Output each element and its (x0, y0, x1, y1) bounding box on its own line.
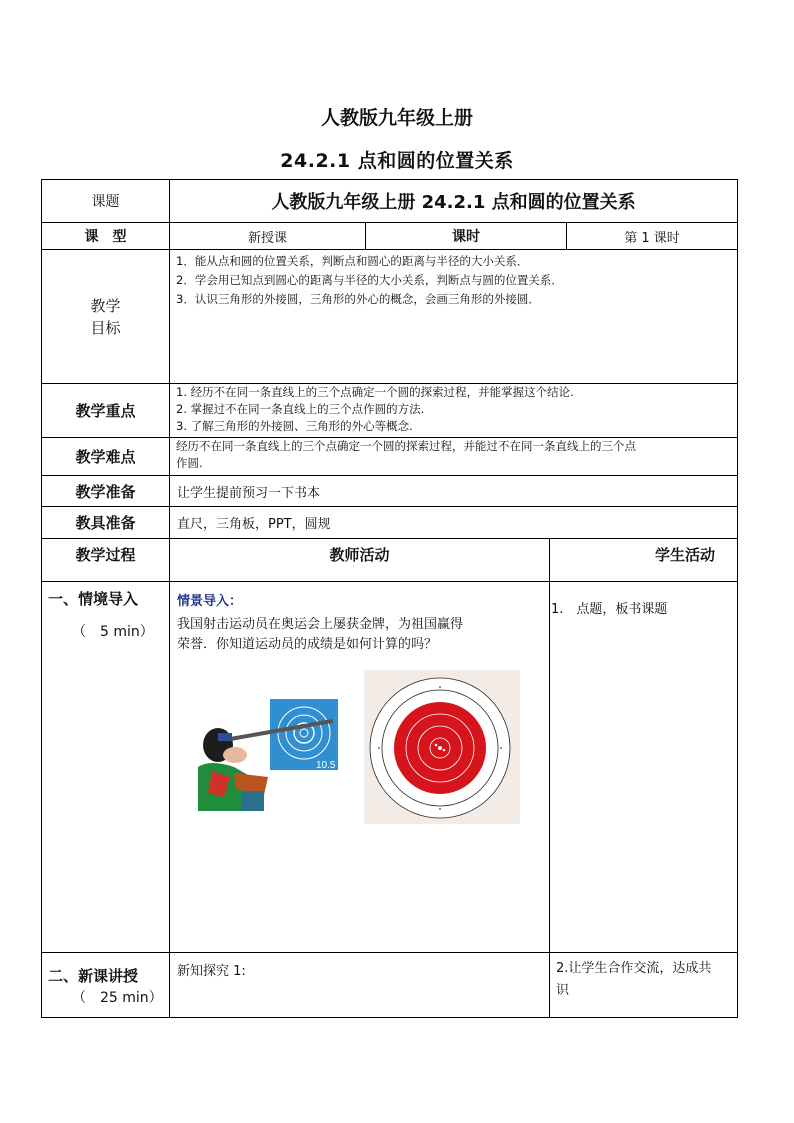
goal-item: 1．能从点和圆的位置关系，判断点和圆心的距离与半径的大小关系． (176, 254, 529, 268)
key-points-list (176, 384, 736, 435)
scene-intro-line: 我国射击运动员在奥运会上屡获金牌，为祖国赢得 (177, 617, 464, 632)
page-subtitle: 24.2.1 点和圆的位置关系 (280, 150, 514, 172)
section2-label: 二、新课讲授 (48, 967, 139, 985)
difficulty-line: 经历不在同一条直线上的三个点确定一个圆的探索过程，并能过不在同一条直线上的三个点 (176, 439, 636, 453)
goals-label (42, 250, 169, 383)
key-points-label: 教学重点 (75, 402, 136, 420)
prep-value: 让学生提前预习一下书本 (177, 485, 321, 501)
shooter-image (190, 697, 342, 815)
goals-list (176, 252, 736, 309)
section2-teacher: 新知探究 1: (177, 964, 246, 979)
goals-label-line1: 教学 (90, 296, 121, 315)
goals-label-line2: 目标 (90, 318, 121, 337)
goal-item: 2．学会用已知点到圆心的距离与半径的大小关系，判断点与圆的位置关系． (176, 273, 563, 287)
student-activity-header: 学生活动 (654, 545, 715, 564)
table-border (737, 179, 738, 1018)
section2-student-line: 2.让学生合作交流，达成共 (556, 961, 712, 976)
scene-intro-text (177, 615, 463, 655)
prep-label: 教学准备 (75, 482, 136, 501)
key-point-item: 1. 经历不在同一条直线上的三个点确定一个圆的探索过程，并能掌握这个结论. (176, 385, 574, 399)
row-divider (41, 952, 738, 953)
type-label: 课 型 (84, 229, 127, 245)
table-border (41, 1017, 738, 1018)
difficulty-label: 教学难点 (75, 448, 136, 466)
col-divider (169, 179, 170, 1018)
section2-time: （ 25 min） (72, 990, 163, 1006)
page-title: 人教版九年级上册 (320, 107, 473, 129)
scene-intro-heading: 情景导入： (177, 594, 243, 609)
teacher-activity-header: 教师活动 (329, 545, 390, 564)
section2-student-line: 识 (556, 983, 570, 998)
section2-student (556, 958, 711, 1002)
section1-time: （ 5 min） (72, 624, 154, 640)
process-label: 教学过程 (75, 545, 136, 564)
period-value: 第 1 课时 (624, 230, 680, 246)
topic-value: 人教版九年级上册 24.2.1 点和圆的位置关系 (271, 192, 636, 213)
score-label: 10.5 (316, 760, 336, 771)
student-activity-1: 1. 点题，板书课题 (551, 602, 668, 617)
goal-item: 3．认识三角形的外接圆，三角形的外心的概念，会画三角形的外接圆． (176, 292, 540, 306)
difficulty-line: 作圆. (176, 456, 203, 470)
tools-value: 直尺，三角板，PPT，圆规 (177, 517, 331, 532)
key-point-item: 3. 了解三角形的外接圆、三角形的外心等概念. (176, 419, 413, 433)
key-point-item: 2. 掌握过不在同一条直线上的三个点作圆的方法. (176, 402, 425, 416)
scene-intro-line: 荣誉．你知道运动员的成绩是如何计算的吗？ (177, 637, 438, 652)
difficulty-text (176, 438, 736, 472)
period-label: 课时 (452, 229, 480, 245)
topic-label: 课题 (91, 194, 120, 210)
type-value: 新授课 (247, 230, 287, 246)
tools-label: 教具准备 (75, 514, 136, 532)
col-divider (549, 538, 550, 1018)
section1-label: 一、情境导入 (48, 590, 139, 608)
row-divider (41, 581, 738, 582)
target-image (364, 670, 520, 824)
